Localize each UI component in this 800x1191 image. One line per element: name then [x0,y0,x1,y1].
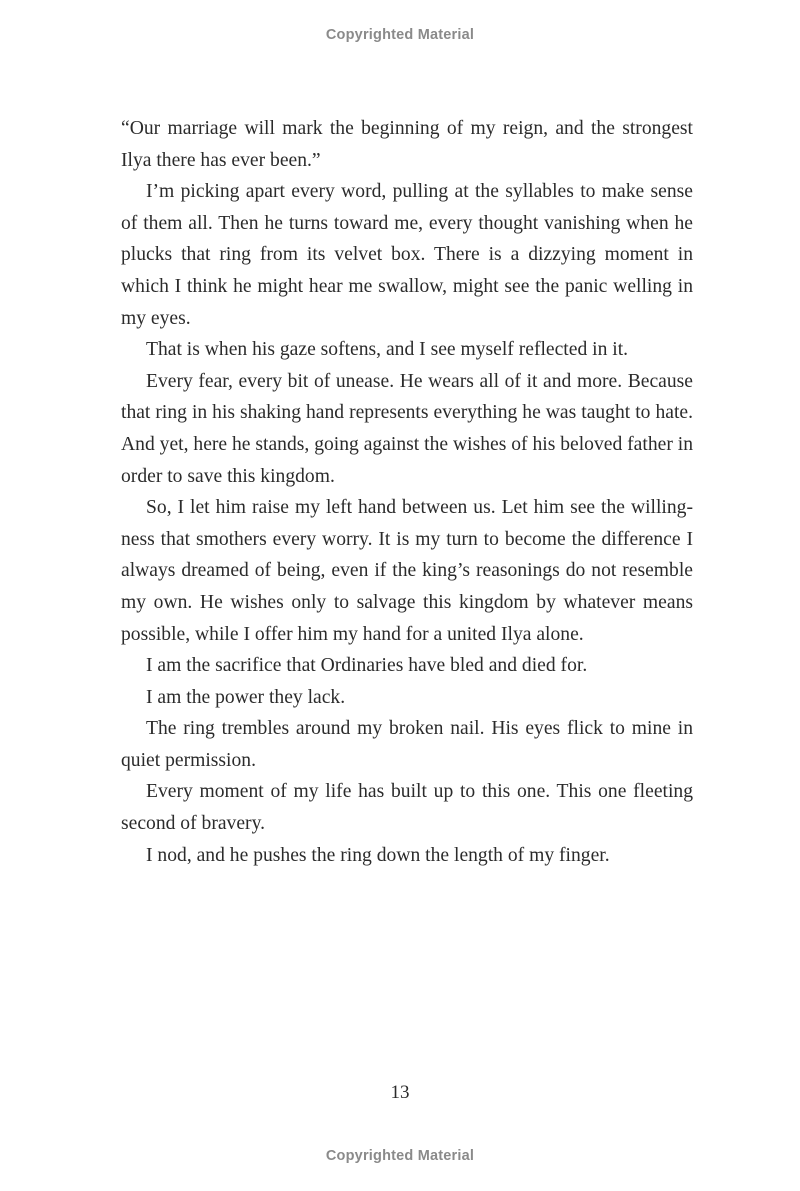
paragraph-6: I am the sacrifice that Ordinaries have bled and died for. [146,655,588,677]
page-number: 13 [390,1082,410,1103]
paragraph-7: I am the power they lack. [146,686,346,708]
paragraph-3: That is when his gaze softens, and I see myself reflected in it. [146,339,629,361]
paragraph-8: The ring trembles around my broken nail. His eyes flick to mine in quiet permission. [121,718,693,771]
paragraph-1: “Our marriage will mark the beginning of my reign, and the strongest Ilya there has ever been.” [121,118,693,171]
paragraph-2: I’m picking apart every word, pulling at the syllables to make sense of them all. Then he turns toward me, every thought vanishing when he plucks that ring from its velvet box. There is a dizzying moment in which I think he might hear me swallow, might see the panic welling in my eyes. [121,181,693,329]
page-body-text [121,113,693,871]
paragraph-10: I nod, and he pushes the ring down the length of my finger. [146,844,610,866]
copyright-watermark-top: Copyrighted Material [325,27,475,43]
paragraph-4: Every fear, every bit of unease. He wears all of it and more. Because that ring in his shaking hand represents everything he was taught to hate. And yet, here he stands, going against the wishes of his beloved father in order to save this kingdom. [121,370,693,487]
paragraph-5: So, I let him raise my left hand between us. Let him see the willingness that smothers every worry. It is my turn to become the difference I always dreamed of being, even if the king’s reasonings do not resemble my own. He wishes only to salvage this kingdom by whatever means possible, while I offer him my hand for a united Ilya alone. [121,497,693,645]
paragraph-9: Every moment of my life has built up to this one. This one fleeting second of bravery. [121,781,693,835]
copyright-watermark-bottom: Copyrighted Material [325,1148,475,1164]
